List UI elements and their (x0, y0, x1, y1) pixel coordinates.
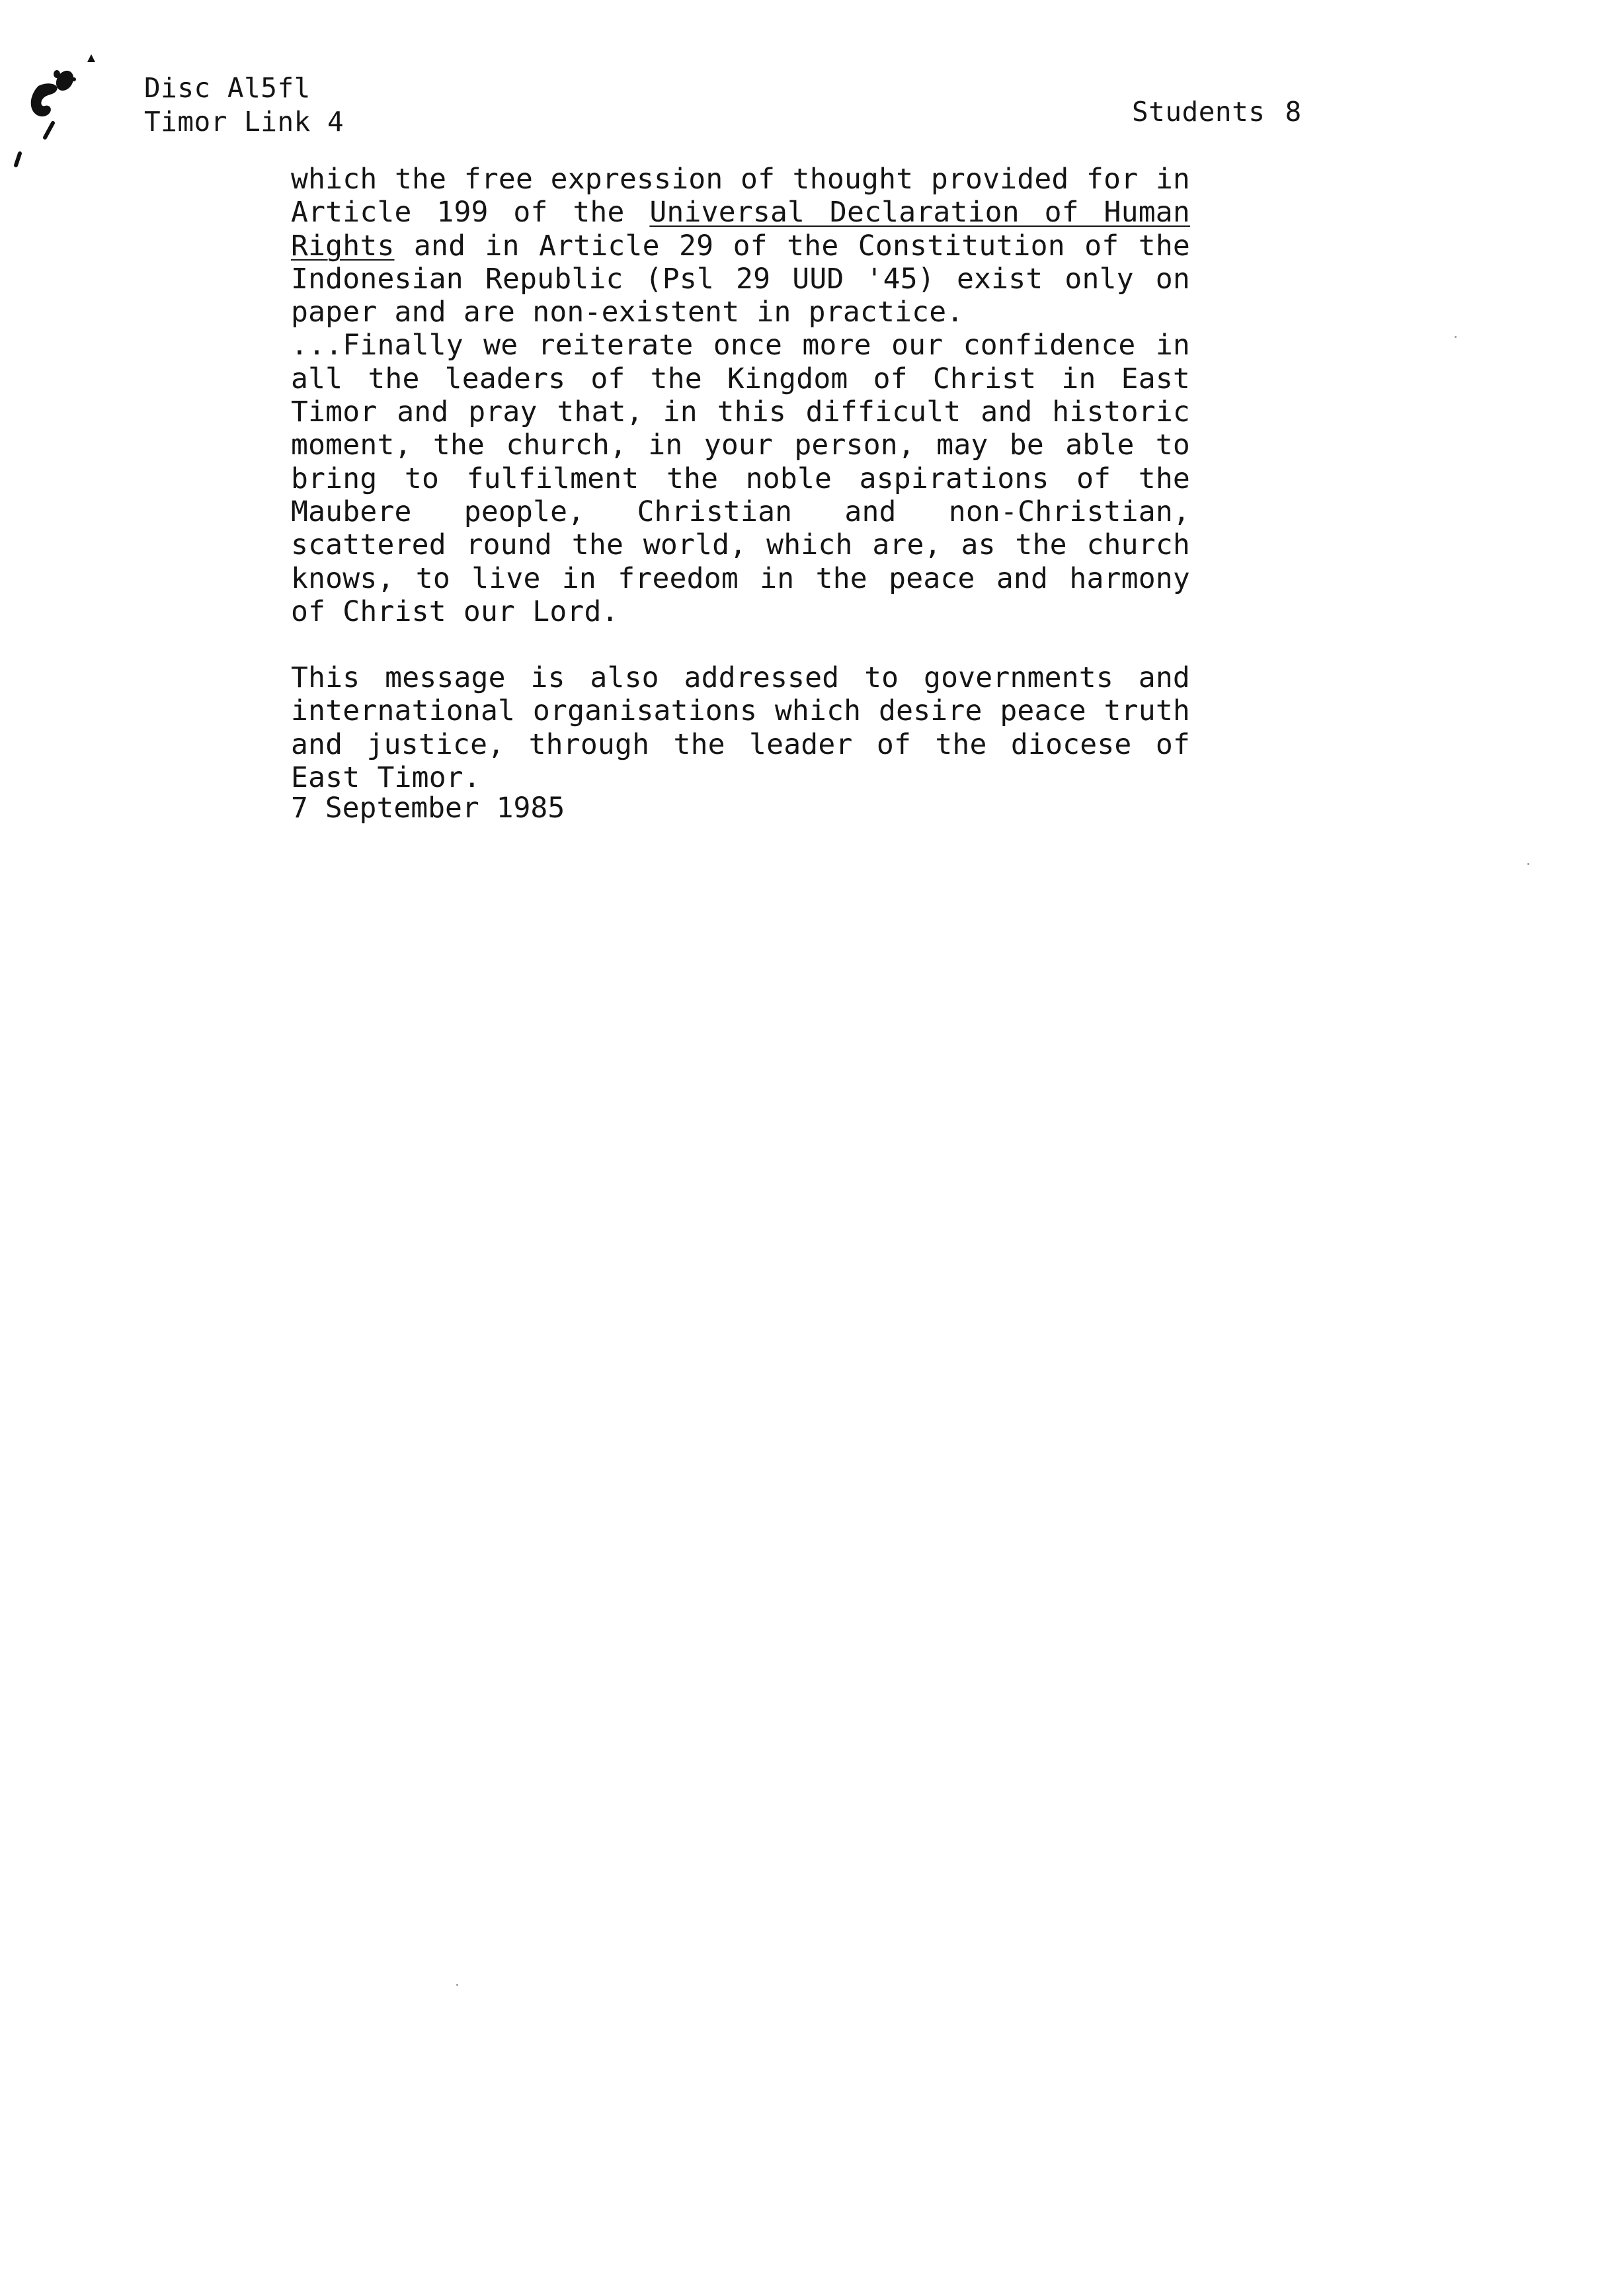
letter-body (291, 163, 1190, 794)
paragraph-1-text-a: which the free expression of thought provided for in Article 199 of the (291, 163, 1190, 229)
paper-speck (1527, 863, 1529, 865)
paragraph-1 (291, 163, 1190, 329)
page-number: 8 (1285, 96, 1302, 128)
disc-reference: Disc Al5fl (144, 72, 311, 104)
header-reference (144, 71, 344, 139)
letter-date: 7 September 1985 (291, 792, 565, 825)
ink-blot-mark (7, 40, 106, 172)
paper-speck (456, 1984, 458, 1986)
section-label: Students (1132, 96, 1266, 128)
paper-speck (1455, 336, 1457, 338)
paragraph-2: ...Finally we reiterate once more our confidence in all the leaders of the Kingdom of Christ in East Timor and pray that, in this difficult and historic moment, the church, in your person, may be able to bring to fulfilment the noble aspirations of the Maubere people, Christian and non-Christian, scattered round the world, which are, as the church knows, to live in freedom in the peace and harmony of Christ our Lord. (291, 329, 1190, 628)
source-title: Timor Link 4 (144, 106, 344, 138)
section-header (1132, 95, 1302, 129)
declaration-title: Universal Declaration of Human Rights (291, 196, 1190, 263)
paragraph-3: This message is also addressed to governments and international organisations which desire peace truth and justice, through the leader of the diocese of East Timor. (291, 661, 1190, 795)
paragraph-1-text-b: and in Article 29 of the Constitution of the Indonesian Republic (Psl 29 UUD '45) exist only on paper and are non-existent in practice. (291, 229, 1190, 329)
